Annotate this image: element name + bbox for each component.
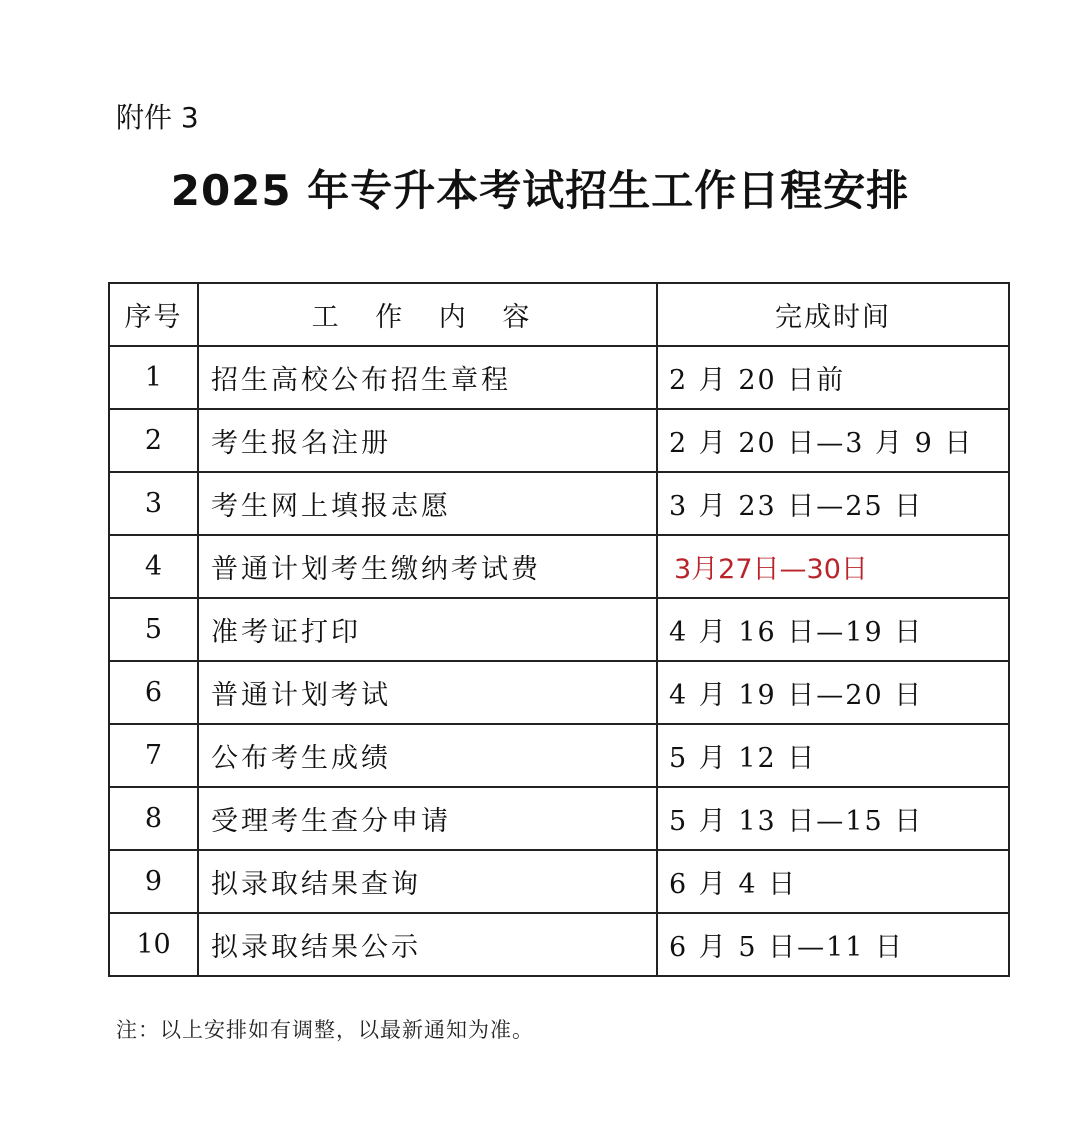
table-row bbox=[109, 661, 1009, 724]
row-time: 4 月 16 日—19 日 bbox=[657, 598, 1009, 661]
attachment-label: 附件 3 bbox=[116, 101, 199, 134]
row-task: 普通计划考试 bbox=[198, 661, 657, 724]
row-task: 准考证打印 bbox=[198, 598, 657, 661]
row-seq: 8 bbox=[109, 787, 198, 850]
table-row bbox=[109, 913, 1009, 976]
row-time: 5 月 13 日—15 日 bbox=[657, 787, 1009, 850]
row-time: 5 月 12 日 bbox=[657, 724, 1009, 787]
row-task: 拟录取结果查询 bbox=[198, 850, 657, 913]
table-body bbox=[109, 346, 1009, 976]
table-row bbox=[109, 409, 1009, 472]
table-header bbox=[109, 283, 1009, 346]
column-header-time: 完成时间 bbox=[657, 283, 1009, 346]
row-time: 4 月 19 日—20 日 bbox=[657, 661, 1009, 724]
table-row bbox=[109, 598, 1009, 661]
row-task: 招生高校公布招生章程 bbox=[198, 346, 657, 409]
footnote: 注：以上安排如有调整，以最新通知为准。 bbox=[116, 1018, 534, 1042]
table-row bbox=[109, 346, 1009, 409]
row-task: 公布考生成绩 bbox=[198, 724, 657, 787]
table-row bbox=[109, 535, 1009, 598]
header-row bbox=[109, 283, 1009, 346]
row-task: 考生报名注册 bbox=[198, 409, 657, 472]
row-time-highlighted: 3月27日—30日 bbox=[657, 535, 1009, 598]
row-seq: 6 bbox=[109, 661, 198, 724]
row-seq: 10 bbox=[109, 913, 198, 976]
row-seq: 4 bbox=[109, 535, 198, 598]
row-task: 拟录取结果公示 bbox=[198, 913, 657, 976]
row-task: 受理考生查分申请 bbox=[198, 787, 657, 850]
column-header-task: 工 作 内 容 bbox=[198, 283, 657, 346]
row-seq: 3 bbox=[109, 472, 198, 535]
column-header-seq: 序号 bbox=[109, 283, 198, 346]
table-row bbox=[109, 787, 1009, 850]
row-task: 普通计划考生缴纳考试费 bbox=[198, 535, 657, 598]
row-time: 6 月 5 日—11 日 bbox=[657, 913, 1009, 976]
row-seq: 1 bbox=[109, 346, 198, 409]
table-row bbox=[109, 472, 1009, 535]
row-time: 2 月 20 日前 bbox=[657, 346, 1009, 409]
row-seq: 5 bbox=[109, 598, 198, 661]
table-row bbox=[109, 724, 1009, 787]
row-time: 6 月 4 日 bbox=[657, 850, 1009, 913]
schedule-table bbox=[108, 282, 1010, 977]
row-seq: 9 bbox=[109, 850, 198, 913]
row-time: 3 月 23 日—25 日 bbox=[657, 472, 1009, 535]
row-seq: 2 bbox=[109, 409, 198, 472]
table-row bbox=[109, 850, 1009, 913]
row-task: 考生网上填报志愿 bbox=[198, 472, 657, 535]
row-time: 2 月 20 日—3 月 9 日 bbox=[657, 409, 1009, 472]
row-seq: 7 bbox=[109, 724, 198, 787]
document-title: 2025 年专升本考试招生工作日程安排 bbox=[170, 166, 910, 215]
